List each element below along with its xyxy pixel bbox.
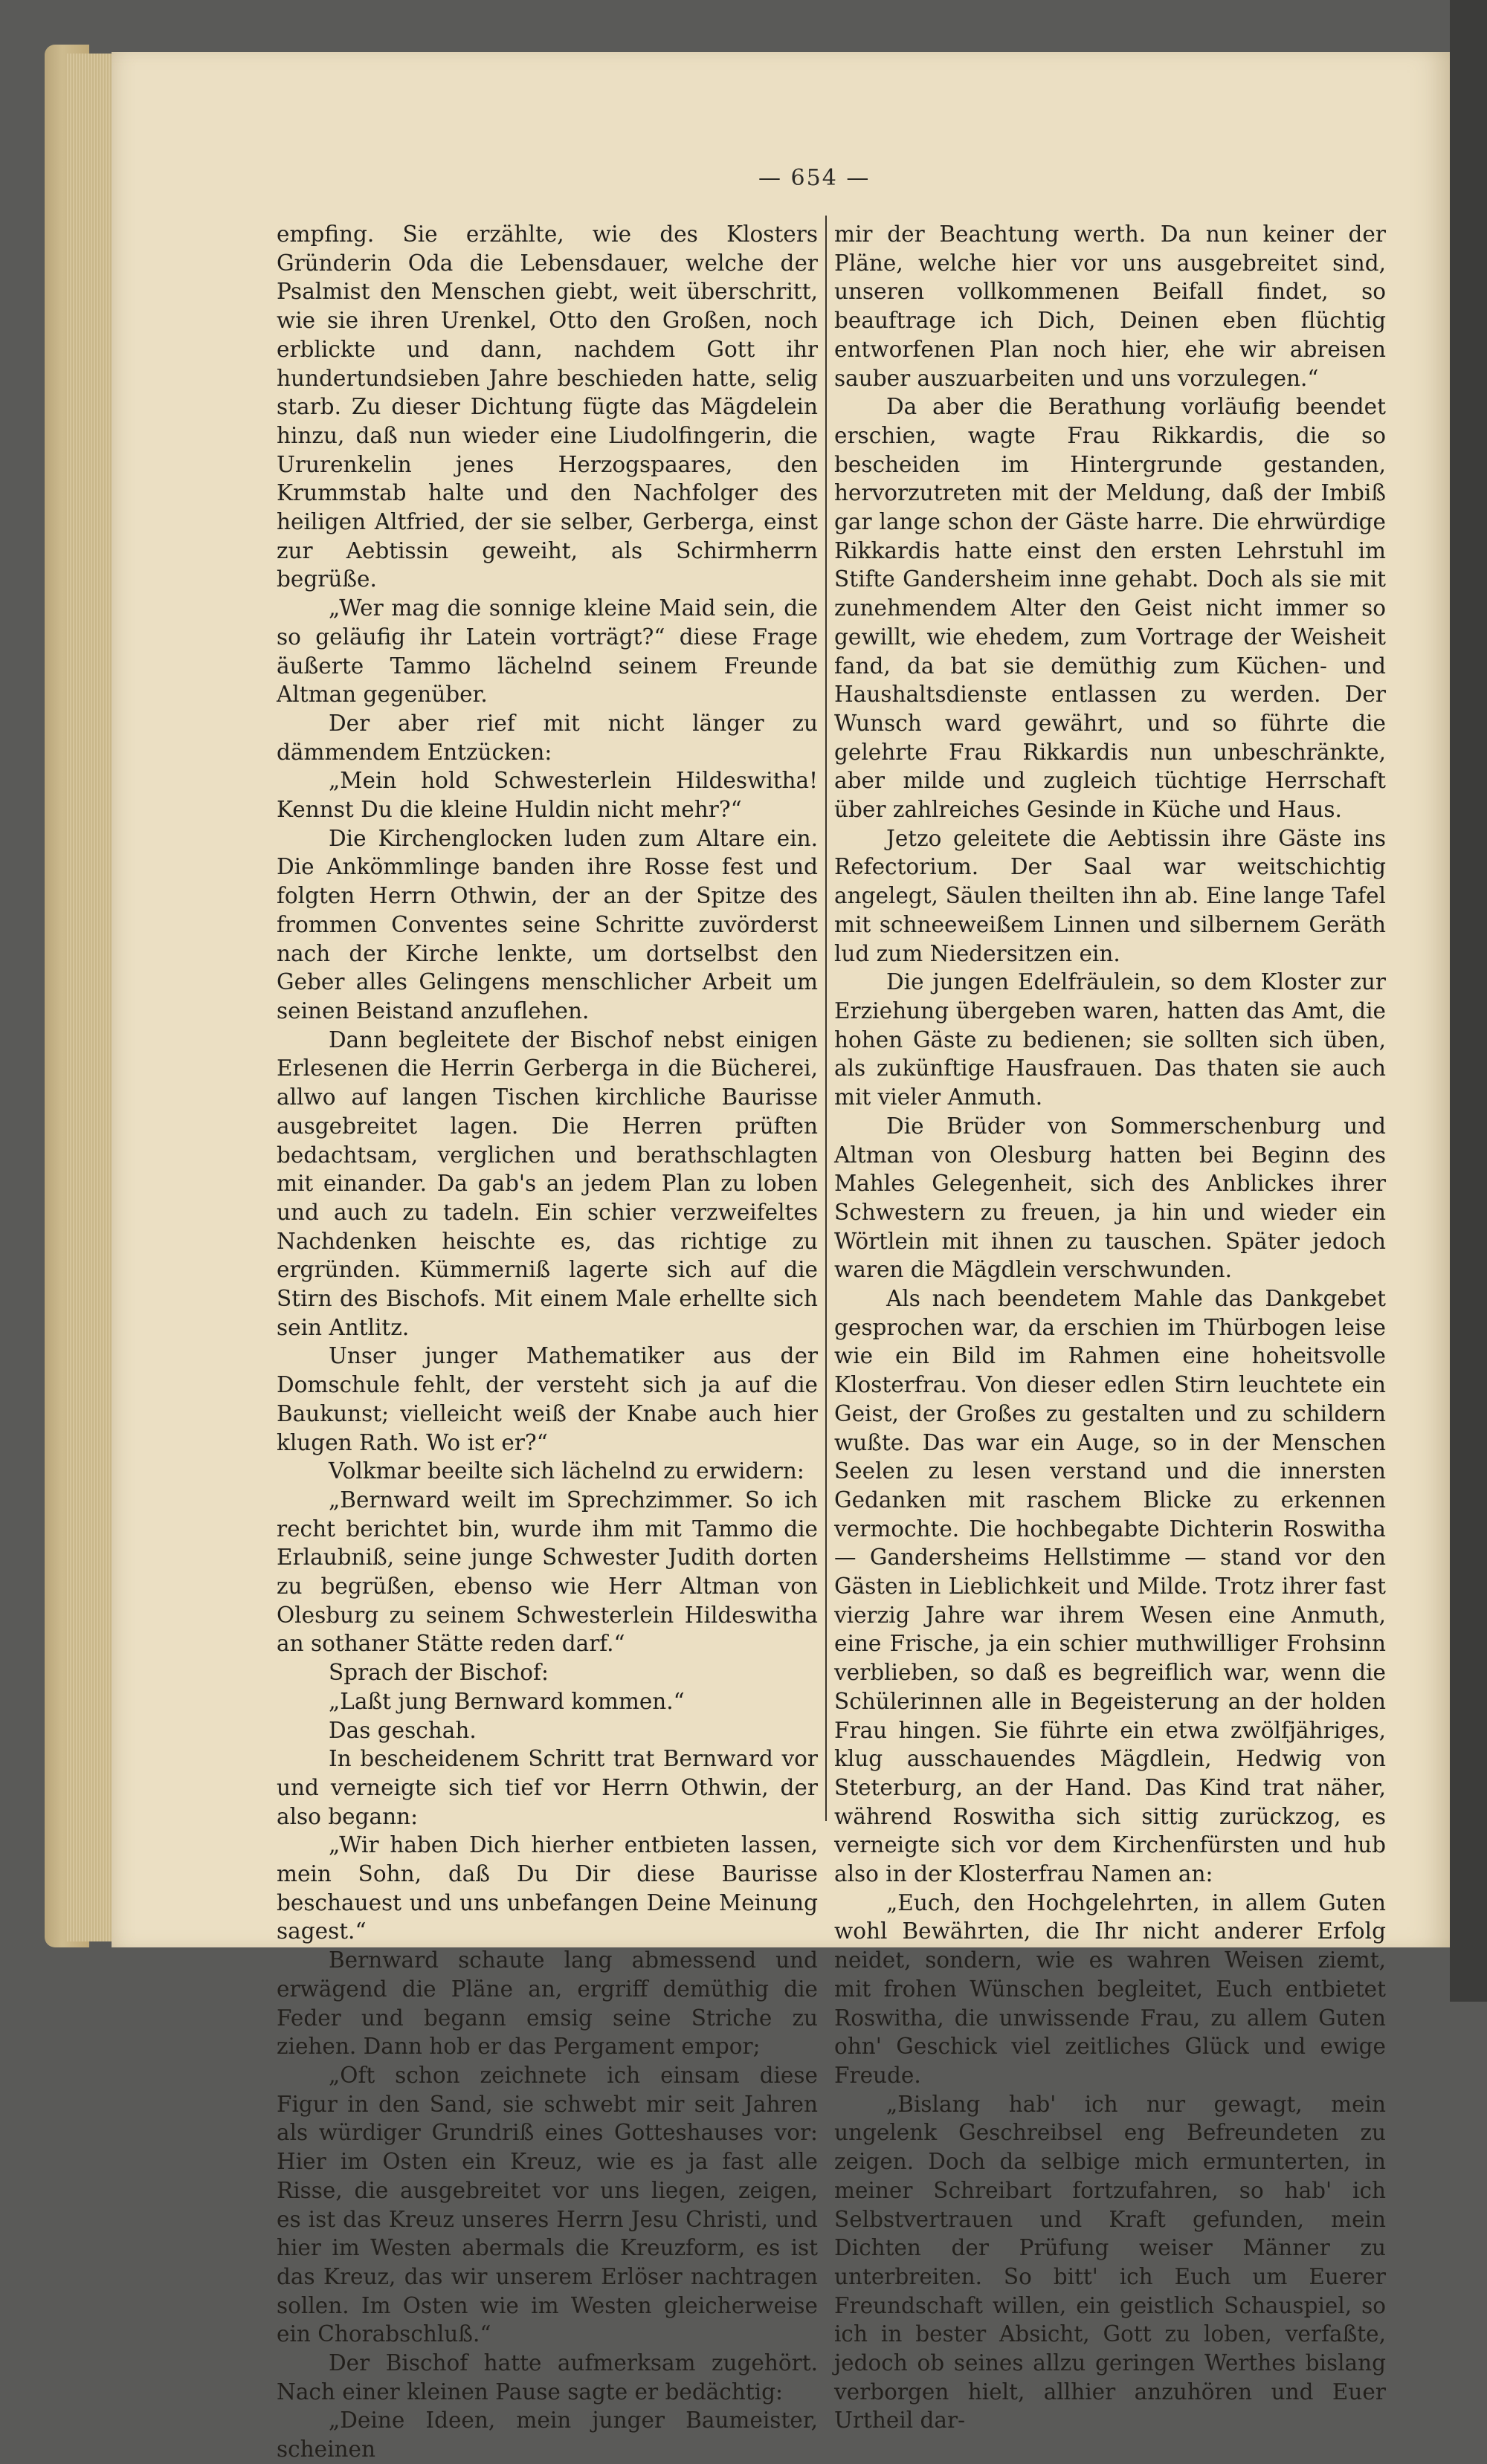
paragraph: Volkmar beeilte sich lächelnd zu erwidern: bbox=[329, 1458, 804, 1484]
paragraph: „Laßt jung Bernward kommen.“ bbox=[329, 1688, 685, 1714]
paragraph: Die Kirchenglocken luden zum Altare ein. Die Ankömmlinge banden ihre Rosse fest und folgten Herrn Othwin, der an der Spitze des frommen Conventes seine Schritte zuvörderst nach der Kirche lenkte, um dortselbst den Geber alles Gelingens menschlicher Arbeit um seinen Beistand anzuflehen. bbox=[277, 825, 818, 1024]
paragraph: Bernward schaute lang abmessend und erwägend die Pläne an, ergriff demüthig die Feder und begann emsig seine Striche zu ziehen. Dann hob er das Pergament empor; bbox=[277, 1947, 818, 2060]
paragraph: „Bernward weilt im Sprechzimmer. So ich recht berichtet bin, wurde ihm mit Tammo die Erlaubniß, seine junge Schwester Judith dorten zu begrüßen, ebenso wie Herr Altman von Olesburg zu seinem Schwesterlein Hildeswitha an sothaner Stätte reden darf.“ bbox=[277, 1487, 818, 1657]
paragraph: In bescheidenem Schritt trat Bernward vor und verneigte sich tief vor Herrn Othwin, der also begann: bbox=[277, 1746, 818, 1829]
right-column bbox=[834, 220, 1386, 2435]
paragraph: Da aber die Berathung vorläufig beendet erschien, wagte Frau Rikkardis, die so bescheiden im Hintergrunde gestanden, hervorzutreten mit der Meldung, daß der Imbiß gar lange schon der Gäste harre. Die ehrwürdige Rikkardis hatte einst den ersten Lehrstuhl im Stifte Gandersheim inne gehabt. Doch als sie mit zunehmendem Alter den Geist nicht immer so gewillt, wie ehedem, zum Vortrage der Weisheit fand, da bat sie demüthig zum Küchen- und Haushaltsdienste entlassen zu werden. Der Wunsch ward gewährt, und so führte die gelehrte Frau Rikkardis nun unbeschränkte, aber milde und zugleich tüchtige Herrschaft über zahlreiches Gesinde in Küche und Haus. bbox=[834, 394, 1386, 823]
paragraph: „Wir haben Dich hierher entbieten lassen, mein Sohn, daß Du Dir diese Baurisse beschauest und uns unbefangen Deine Meinung sagest.“ bbox=[277, 1832, 818, 1944]
paragraph: Jetzo geleitete die Aebtissin ihre Gäste ins Refectorium. Der Saal war weitschichtig angelegt, Säulen theilten ihn ab. Eine lange Tafel mit schneeweißem Linnen und silbernem Geräth lud zum Niedersitzen ein. bbox=[834, 825, 1386, 966]
paragraph: empfing. Sie erzählte, wie des Klosters Gründerin Oda die Lebensdauer, welche der Psalmist den Menschen giebt, weit überschritt, wie sie ihren Urenkel, Otto den Großen, noch erblickte und dann, nachdem Gott ihr hundertundsieben Jahre beschieden hatte, selig starb. Zu dieser Dichtung fügte das Mägdelein hinzu, daß nun wieder eine Liudolfingerin, die Ururenkelin jenes Herzogspaares, den Krummstab halte und den Nachfolger des heiligen Altfried, der sie selber, Gerberga, einst zur Aebtissin geweiht, als Schirmherrn begrüße. bbox=[277, 221, 818, 592]
paragraph: Das geschah. bbox=[329, 1717, 477, 1743]
paragraph: Der aber rief mit nicht länger zu dämmendem Entzücken: bbox=[277, 710, 818, 765]
paragraph: „Deine Ideen, mein junger Baumeister, scheinen bbox=[277, 2408, 818, 2463]
paragraph: „Bislang hab' ich nur gewagt, mein ungelenk Geschreibsel eng Befreundeten zu zeigen. Doch da selbige mich ermunterten, in meiner Schreibart fortzufahren, so hab' ich Selbstvertrauen und Kraft gefunden, mein Dichten der Prüfung weiser Männer zu unterbreiten. So bitt' ich Euch um Euerer Freundschaft willen, ein geistlich Schauspiel, so ich in bester Absicht, Gott zu loben, verfaßte, jedoch ob seines allzu geringen Werthes bislang verborgen hielt, allhier anzuhören und Euer Urtheil dar- bbox=[834, 2091, 1386, 2434]
paragraph: „Mein hold Schwesterlein Hildeswitha! Kennst Du die kleine Huldin nicht mehr?“ bbox=[277, 768, 818, 823]
left-column bbox=[277, 220, 818, 2464]
paragraph: „Oft schon zeichnete ich einsam diese Figur in den Sand, sie schwebt mir seit Jahren als würdiger Grundriß eines Gotteshauses vor: Hier im Osten ein Kreuz, wie es ja fast alle Risse, die ausgebreitet vor uns liegen, zeigen, es ist das Kreuz unseres Herrn Jesu Christi, und hier im Westen abermals die Kreuzform, es ist das Kreuz, das wir unserem Erlöser nachtragen sollen. Im Osten wie im Westen gleicherweise ein Chorabschluß.“ bbox=[277, 2063, 818, 2347]
paragraph: Unser junger Mathematiker aus der Domschule fehlt, der versteht sich ja auf die Baukunst; vielleicht weiß der Knabe auch hier klugen Rath. Wo ist er?“ bbox=[277, 1343, 818, 1455]
paragraph: „Wer mag die sonnige kleine Maid sein, die so geläufig ihr Latein vorträgt?“ diese Frage äußerte Tammo lächelnd seinem Freunde Altman gegenüber. bbox=[277, 595, 818, 708]
paragraph: „Euch, den Hochgelehrten, in allem Guten wohl Bewährten, die Ihr nicht anderer Erfolg neidet, sondern, wie es wahren Weisen ziemt, mit frohen Wünschen begleitet, Euch entbietet Roswitha, die unwissende Frau, zu allem Guten ohn' Geschick viel zeitliches Glück und ewige Freude. bbox=[834, 1889, 1386, 2088]
binding-shadow bbox=[1450, 0, 1487, 2002]
paragraph: Die Brüder von Sommerschenburg und Altman von Olesburg hatten bei Beginn des Mahles Gelegenheit, sich des Anblickes ihrer Schwestern zu freuen, ja hin und wieder ein Wörtlein mit ihnen zu tauschen. Später jedoch waren die Mägdlein verschwunden. bbox=[834, 1113, 1386, 1283]
paragraph: mir der Beachtung werth. Da nun keiner der Pläne, welche hier vor uns ausgebreitet sind, unseren vollkommenen Beifall findet, so beauftrage ich Dich, Deinen eben flüchtig entworfenen Plan noch hier, ehe wir abreisen sauber auszuarbeiten und uns vorzulegen.“ bbox=[834, 221, 1386, 391]
paragraph: Sprach der Bischof: bbox=[329, 1660, 549, 1686]
column-divider bbox=[825, 216, 827, 1821]
paragraph: Die jungen Edelfräulein, so dem Kloster zur Erziehung übergeben waren, hatten das Amt, die hohen Gäste zu bedienen; sie sollten sich üben, als zukünftige Hausfrauen. Das thaten sie auch mit vieler Anmuth. bbox=[834, 969, 1386, 1110]
paragraph: Dann begleitete der Bischof nebst einigen Erlesenen die Herrin Gerberga in die Bücherei, allwo auf langen Tischen kirchliche Baurisse ausgebreitet lagen. Die Herren prüften bedachtsam, verglichen und berathschlagten mit einander. Da gab's an jedem Plan zu loben und auch zu tadeln. Ein schier verzweifeltes Nachdenken heischte es, das richtige zu ergründen. Kümmerniß lagerte sich auf die Stirn des Bischofs. Mit einem Male erhellte sich sein Antlitz. bbox=[277, 1026, 818, 1340]
paragraph: Der Bischof hatte aufmerksam zugehört. Nach einer kleinen Pause sagte er bedächtig: bbox=[277, 2350, 818, 2405]
paragraph: Als nach beendetem Mahle das Dankgebet gesprochen war, da erschien im Thürbogen leise wie ein Bild im Rahmen eine hoheitsvolle Klosterfrau. Von dieser edlen Stirn leuchtete ein Geist, der Großes zu gestalten und zu schildern wußte. Das war ein Auge, so in der Menschen Seelen zu lesen verstand und die innersten Gedanken mit raschem Blicke zu erkennen vermochte. Die hochbegabte Dichterin Roswitha — Gandersheims Hellstimme — stand vor den Gästen in Lieblichkeit und Milde. Trotz ihrer fast vierzig Jahre war ihrem Wesen eine Anmuth, eine Frische, ja ein schier muthwilliger Frohsinn verblieben, so daß es begreiflich war, wenn die Schülerinnen alle in Begeisterung an der holden Frau hingen. Sie führte ein etwa zwölfjähriges, klug ausschauendes Mägdlein, Hedwig von Steterburg, an der Hand. Das Kind trat näher, während Roswitha sich sittig zurückzog, es verneigte sich vor dem Kirchenfürsten und hub also in der Klosterfrau Namen an: bbox=[834, 1286, 1386, 1887]
page-number: — 654 — bbox=[758, 165, 871, 191]
